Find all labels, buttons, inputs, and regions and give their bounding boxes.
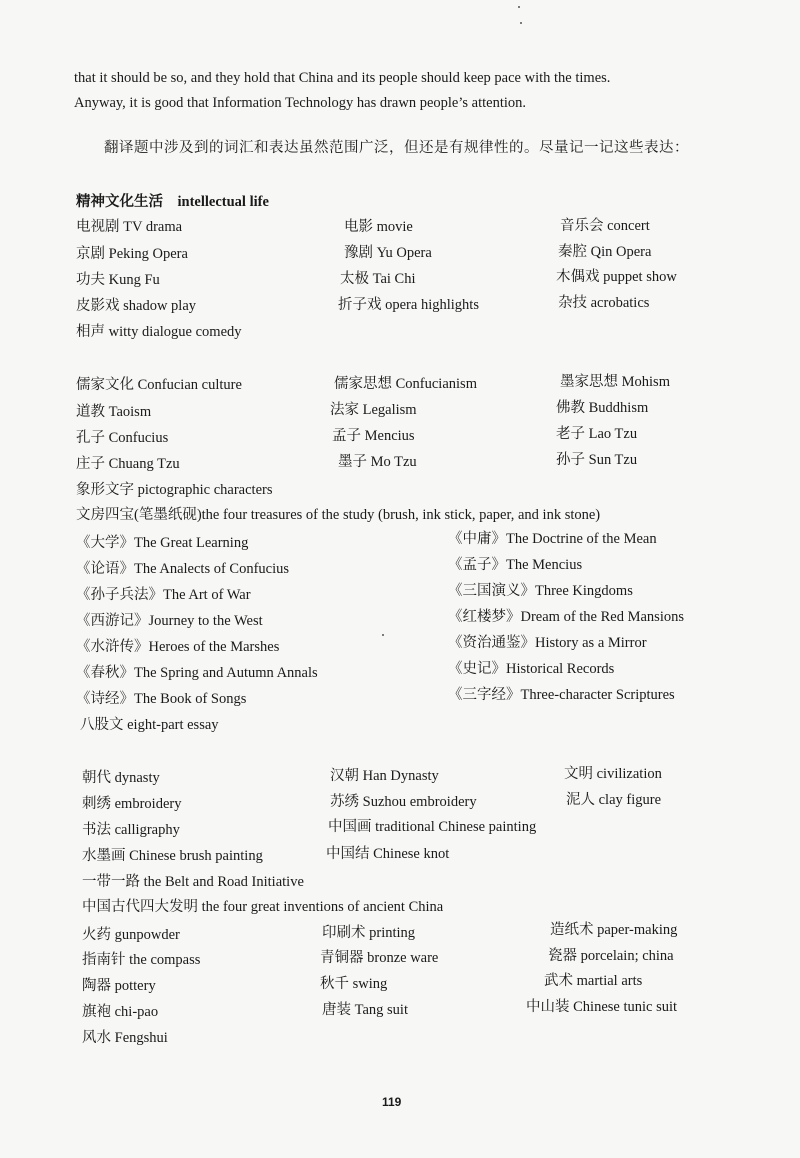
vocab-entry: 旗袍 chi-pao <box>82 1004 159 1020</box>
vocab-entry: 水墨画 Chinese brush painting <box>82 848 263 864</box>
vocab-entry: 《红楼梦》Dream of the Red Mansions <box>448 609 684 625</box>
vocab-entry: 汉朝 Han Dynasty <box>330 768 439 784</box>
vocab-entry: 《水浒传》Heroes of the Marshes <box>76 639 280 655</box>
vocab-entry: 朝代 dynasty <box>82 770 160 786</box>
vocab-entry: 京剧 Peking Opera <box>76 246 188 262</box>
vocab-entry: 中国画 traditional Chinese painting <box>328 819 537 835</box>
vocab-entry: 秦腔 Qin Opera <box>558 244 652 260</box>
vocab-entry: 功夫 Kung Fu <box>76 272 160 288</box>
vocab-entry: 道教 Taoism <box>76 404 152 420</box>
vocab-entry: 豫剧 Yu Opera <box>344 245 432 261</box>
vocab-entry: 象形文字 pictographic characters <box>76 482 273 498</box>
vocab-entry: 造纸术 paper-making <box>550 922 678 938</box>
vocab-entry: 文房四宝(笔墨纸砚)the four treasures of the study (brush, ink stick, paper, and ink stone) <box>76 507 601 523</box>
vocab-entry: 《资治通鉴》History as a Mirror <box>448 635 647 651</box>
page-number: 119 <box>382 1095 402 1109</box>
vocab-entry: 儒家文化 Confucian culture <box>76 377 242 393</box>
vocab-entry: 老子 Lao Tzu <box>556 426 638 442</box>
vocab-entry: 武术 martial arts <box>544 973 643 989</box>
vocab-entry: 青铜器 bronze ware <box>320 950 439 966</box>
vocab-entry: 皮影戏 shadow play <box>76 298 197 314</box>
vocab-entry: 秋千 swing <box>320 976 388 992</box>
vocab-entry: 墨家思想 Mohism <box>560 374 670 390</box>
section-heading: 精神文化生活 intellectual life <box>76 194 269 210</box>
vocab-entry: 中山装 Chinese tunic suit <box>526 999 678 1015</box>
scan-speck <box>518 6 520 8</box>
vocab-entry: 《三国演义》Three Kingdoms <box>448 583 633 599</box>
vocab-entry: 书法 calligraphy <box>82 822 180 838</box>
vocab-entry: 《孙子兵法》The Art of War <box>76 587 251 603</box>
vocab-entry: 《春秋》The Spring and Autumn Annals <box>76 665 318 681</box>
vocab-entry: 孙子 Sun Tzu <box>556 452 638 468</box>
vocab-entry: 音乐会 concert <box>560 218 650 234</box>
vocab-entry: 法家 Legalism <box>330 402 417 418</box>
scan-speck <box>520 22 522 24</box>
vocab-entry: 墨子 Mo Tzu <box>338 454 417 470</box>
vocab-entry: 《孟子》The Mencius <box>448 557 583 573</box>
vocab-entry: 一带一路 the Belt and Road Initiative <box>82 874 304 890</box>
vocab-entry: 泥人 clay figure <box>566 792 662 808</box>
vocab-entry: 电影 movie <box>344 219 413 235</box>
vocab-entry: 中国古代四大发明 the four great inventions of ancient China <box>82 899 444 915</box>
vocab-entry: 相声 witty dialogue comedy <box>76 324 242 340</box>
vocab-entry: 八股文 eight-part essay <box>80 717 219 733</box>
vocab-entry: 《三字经》Three-character Scriptures <box>448 687 675 703</box>
intro-line-2: Anyway, it is good that Information Technology has drawn people’s attention. <box>74 95 527 111</box>
vocab-entry: 《论语》The Analects of Confucius <box>76 561 290 577</box>
vocab-entry: 太极 Tai Chi <box>340 271 416 287</box>
vocab-entry: 文明 civilization <box>564 766 662 782</box>
vocab-entry: 《诗经》The Book of Songs <box>76 691 247 707</box>
vocab-entry: 《史记》Historical Records <box>448 661 615 677</box>
vocab-entry: 孔子 Confucius <box>76 430 169 446</box>
vocab-entry: 指南针 the compass <box>82 952 201 968</box>
vocab-entry: 庄子 Chuang Tzu <box>76 456 180 472</box>
vocab-entry: 苏绣 Suzhou embroidery <box>330 794 477 810</box>
vocab-entry: 电视剧 TV drama <box>76 219 183 235</box>
vocab-entry: 《大学》The Great Learning <box>76 535 249 551</box>
vocab-entry: 唐装 Tang suit <box>322 1002 408 1018</box>
vocab-entry: 折子戏 opera highlights <box>338 297 479 313</box>
vocab-entry: 瓷器 porcelain; china <box>548 948 674 964</box>
vocab-entry: 风水 Fengshui <box>82 1030 168 1046</box>
vocab-entry: 刺绣 embroidery <box>82 796 182 812</box>
vocab-entry: 杂技 acrobatics <box>558 295 650 311</box>
vocab-entry: 佛教 Buddhism <box>556 400 649 416</box>
scan-speck <box>382 634 384 636</box>
vocab-entry: 孟子 Mencius <box>332 428 415 444</box>
vocab-entry: 《中庸》The Doctrine of the Mean <box>448 531 657 547</box>
vocab-entry: 火药 gunpowder <box>82 927 180 943</box>
vocab-entry: 陶器 pottery <box>82 978 156 994</box>
vocab-entry: 木偶戏 puppet show <box>556 269 677 285</box>
intro-line-1: that it should be so, and they hold that China and its people should keep pace with the times. <box>74 70 611 86</box>
vocab-entry: 中国结 Chinese knot <box>326 846 450 862</box>
vocab-entry: 儒家思想 Confucianism <box>334 376 477 392</box>
vocab-entry: 印刷术 printing <box>322 925 416 941</box>
vocab-entry: 《西游记》Journey to the West <box>76 613 263 629</box>
translation-note: 翻译题中涉及到的词汇和表达虽然范围广泛，但还是有规律性的。尽量记一记这些表达： <box>104 140 689 156</box>
